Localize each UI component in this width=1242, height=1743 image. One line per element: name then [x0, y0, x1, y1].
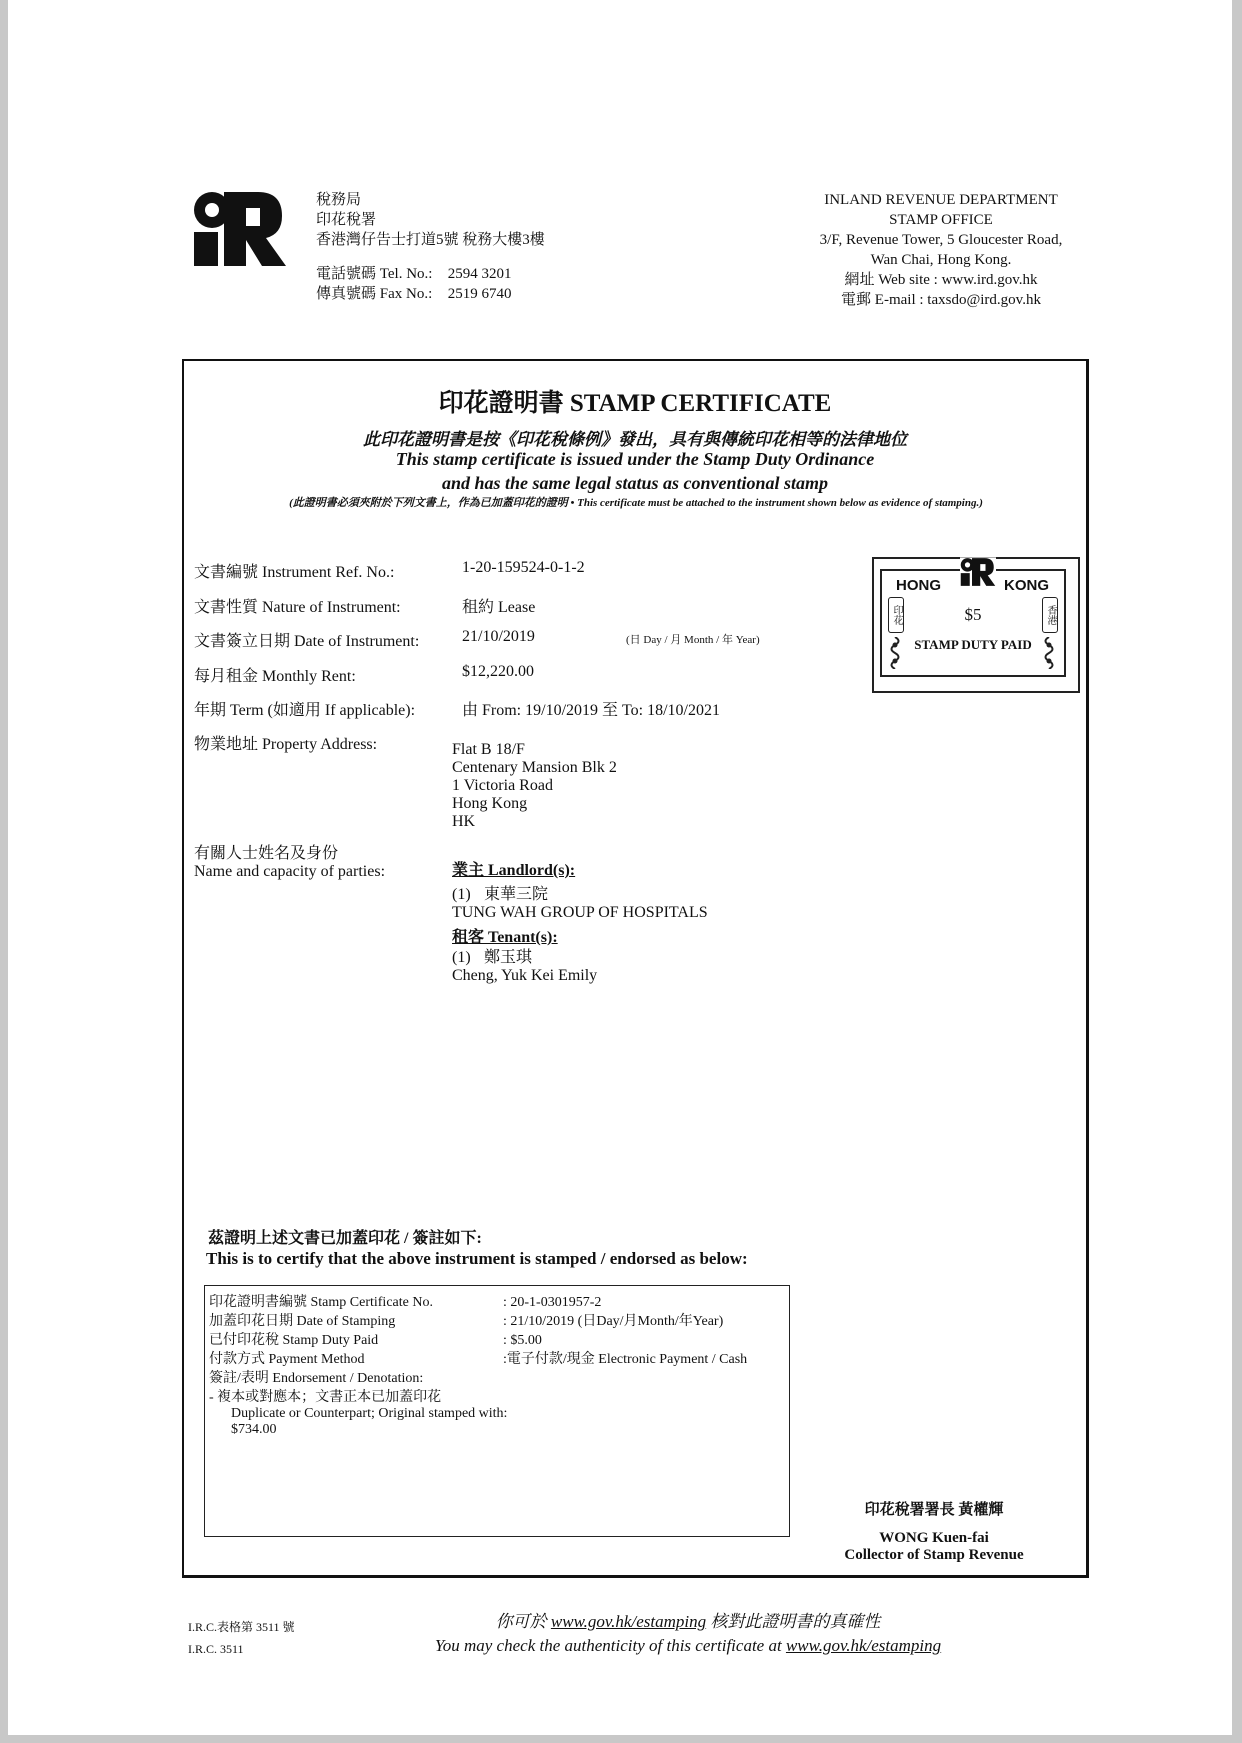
dept-name-zh: 稅務局 [316, 192, 362, 208]
address-zh: 香港灣仔告士打道5號 稅務大樓3樓 [316, 232, 545, 248]
field-label: 年期 Term (如適用 If applicable): [194, 702, 416, 719]
parties-label-en: Name and capacity of parties: [194, 863, 386, 880]
subtitle-zh: 此印花證明書是按《印花稅條例》發出，具有與傳統印花相等的法律地位 [363, 430, 907, 449]
email-link[interactable]: 電郵 E-mail : taxsdo@ird.gov.hk [841, 292, 1041, 308]
estamping-link-en[interactable]: www.gov.hk/estamping [785, 1636, 942, 1655]
field-value: $12,220.00 [462, 663, 534, 680]
authenticity-note [308, 1610, 1068, 1658]
field-value: 租約 Lease [462, 599, 536, 616]
denotation-line-2: Duplicate or Counterpart; Original stamped with: [231, 1406, 508, 1421]
field-label: 文書編號 Instrument Ref. No.: [194, 564, 395, 581]
stamp-right-ornament [1042, 637, 1056, 669]
field-value: 由 From: 19/10/2019 至 To: 18/10/2021 [462, 702, 721, 719]
certify-text-zh: 茲證明上述文書已加蓋印花 / 簽註如下: [208, 1230, 482, 1247]
parties-label [194, 845, 385, 881]
subtitle-en-1: This stamp certificate is issued under the Stamp Duty Ordinance [395, 449, 875, 469]
document-page [8, 0, 1232, 1735]
address-line-1: 3/F, Revenue Tower, 5 Gloucester Road, [819, 232, 1063, 248]
authenticity-zh-prefix: 你可於 [495, 1612, 551, 1631]
field-monthly-rent [194, 663, 794, 683]
tel-value: 2594 3201 [447, 266, 512, 282]
field-date-instrument [194, 628, 794, 648]
field-term [194, 697, 794, 717]
certify-text-en: This is to certify that the above instrument is stamped / endorsed as below: [206, 1249, 748, 1268]
field-nature [194, 594, 794, 614]
endorsement-label: 已付印花稅 Stamp Duty Paid [209, 1333, 379, 1348]
ird-logo [192, 190, 288, 268]
date-format-hint: (日 Day / 月 Month / 年 Year) [626, 634, 760, 646]
certificate-title: 印花證明書 STAMP CERTIFICATE [438, 390, 832, 417]
field-instrument-ref [194, 559, 794, 579]
denotation-line-3: $734.00 [231, 1422, 277, 1437]
tel-label: 電話號碼 Tel. No.: [316, 266, 433, 282]
address-line-2: Wan Chai, Hong Kong. [870, 252, 1012, 268]
endorsement-label: 加蓋印花日期 Date of Stamping [209, 1314, 396, 1329]
stamp-paid-text: STAMP DUTY PAID [914, 637, 1032, 652]
form-number-zh: I.R.C.表格第 3511 號 [188, 1620, 295, 1634]
certificate-frame [182, 359, 1089, 1578]
address-line: Flat B 18/F [452, 741, 525, 758]
address-line: Centenary Mansion Blk 2 [452, 759, 617, 776]
tenant-name-zh: 鄭玉琪 [484, 949, 533, 966]
subtitle-en-2: and has the same legal status as conventional stamp [441, 473, 829, 493]
dept-name-en: INLAND REVENUE DEPARTMENT [824, 192, 1058, 208]
stamp-left-ornament [888, 637, 902, 669]
endorsement-value: : 20-1-0301957-2 [503, 1295, 602, 1310]
stamp-ird-logo [960, 557, 996, 587]
stamp-left-seal: 印花 [888, 597, 904, 633]
landlord-name-en: TUNG WAH GROUP OF HOSPITALS [452, 904, 708, 921]
endorsement-value: : $5.00 [503, 1333, 542, 1348]
endorsement-value: : 21/10/2019 (日Day/月Month/年Year) [503, 1314, 724, 1329]
field-value: 21/10/2019 [462, 628, 535, 645]
field-label: 文書簽立日期 Date of Instrument: [194, 633, 420, 650]
stamp-inner-frame [880, 569, 1066, 677]
signature-title-en: Collector of Stamp Revenue [844, 1547, 1024, 1563]
office-name-en: STAMP OFFICE [889, 212, 993, 228]
signature-name-en: WONG Kuen-fai [879, 1530, 989, 1546]
form-number [188, 1616, 295, 1660]
tenant-name-en: Cheng, Yuk Kei Emily [452, 967, 598, 984]
property-address-lines [452, 741, 617, 831]
field-label: 物業地址 Property Address: [194, 736, 378, 753]
attachment-note: (此證明書必須夾附於下列文書上，作為已加蓋印花的證明 • This certificate must be attached to the instrument shown below as evidence of stamping.) [289, 497, 983, 509]
stamp-amount: $5 [964, 605, 982, 624]
parties-label-zh: 有關人士姓名及身份 [194, 845, 339, 862]
fax-label: 傳真號碼 Fax No.: [316, 286, 433, 302]
landlord-name-zh: 東華三院 [484, 886, 549, 903]
endorsement-label: 簽註/表明 Endorsement / Denotation: [209, 1371, 424, 1386]
signature-title-zh: 印花稅署署長 黃權輝 [864, 1502, 1004, 1518]
address-line: Hong Kong [452, 795, 528, 812]
form-number-en: I.R.C. 3511 [188, 1642, 244, 1656]
authenticity-zh-suffix: 核對此證明書的真確性 [706, 1612, 881, 1631]
fax-value: 2519 6740 [447, 286, 512, 302]
stamp-kong: KONG [1004, 577, 1049, 594]
stamp-duty-paid-seal [872, 557, 1080, 693]
header-left-address [316, 190, 545, 304]
website-link[interactable]: 網址 Web site : www.ird.gov.hk [844, 272, 1038, 288]
stamp-hong: HONG [896, 577, 941, 594]
landlord-heading: 業主 Landlord(s): [452, 862, 576, 879]
field-label: 每月租金 Monthly Rent: [194, 668, 356, 685]
stamp-right-seal: 香港 [1042, 597, 1058, 633]
authenticity-en-prefix: You may check the authenticity of this certificate at [434, 1636, 786, 1655]
address-line: HK [452, 813, 476, 830]
parties-list [452, 857, 708, 985]
field-value: 1-20-159524-0-1-2 [462, 559, 585, 576]
landlord-number: (1) [452, 886, 471, 903]
endorsement-label: 付款方式 Payment Method [209, 1352, 365, 1367]
office-name-zh: 印花稅署 [316, 212, 377, 228]
tenant-heading: 租客 Tenant(s): [452, 929, 558, 946]
header-right-address [796, 190, 1086, 310]
field-property-address [194, 731, 454, 751]
address-line: 1 Victoria Road [452, 777, 553, 794]
endorsement-value: :電子付款/現金 Electronic Payment / Cash [503, 1352, 748, 1367]
endorsement-label: 印花證明書編號 Stamp Certificate No. [209, 1295, 433, 1310]
field-label: 文書性質 Nature of Instrument: [194, 599, 401, 616]
estamping-link[interactable]: www.gov.hk/estamping [550, 1612, 707, 1631]
tenant-number: (1) [452, 949, 471, 966]
endorsement-box [204, 1285, 790, 1537]
denotation-line-1: - 複本或對應本；文書正本已加蓋印花 [209, 1390, 442, 1405]
